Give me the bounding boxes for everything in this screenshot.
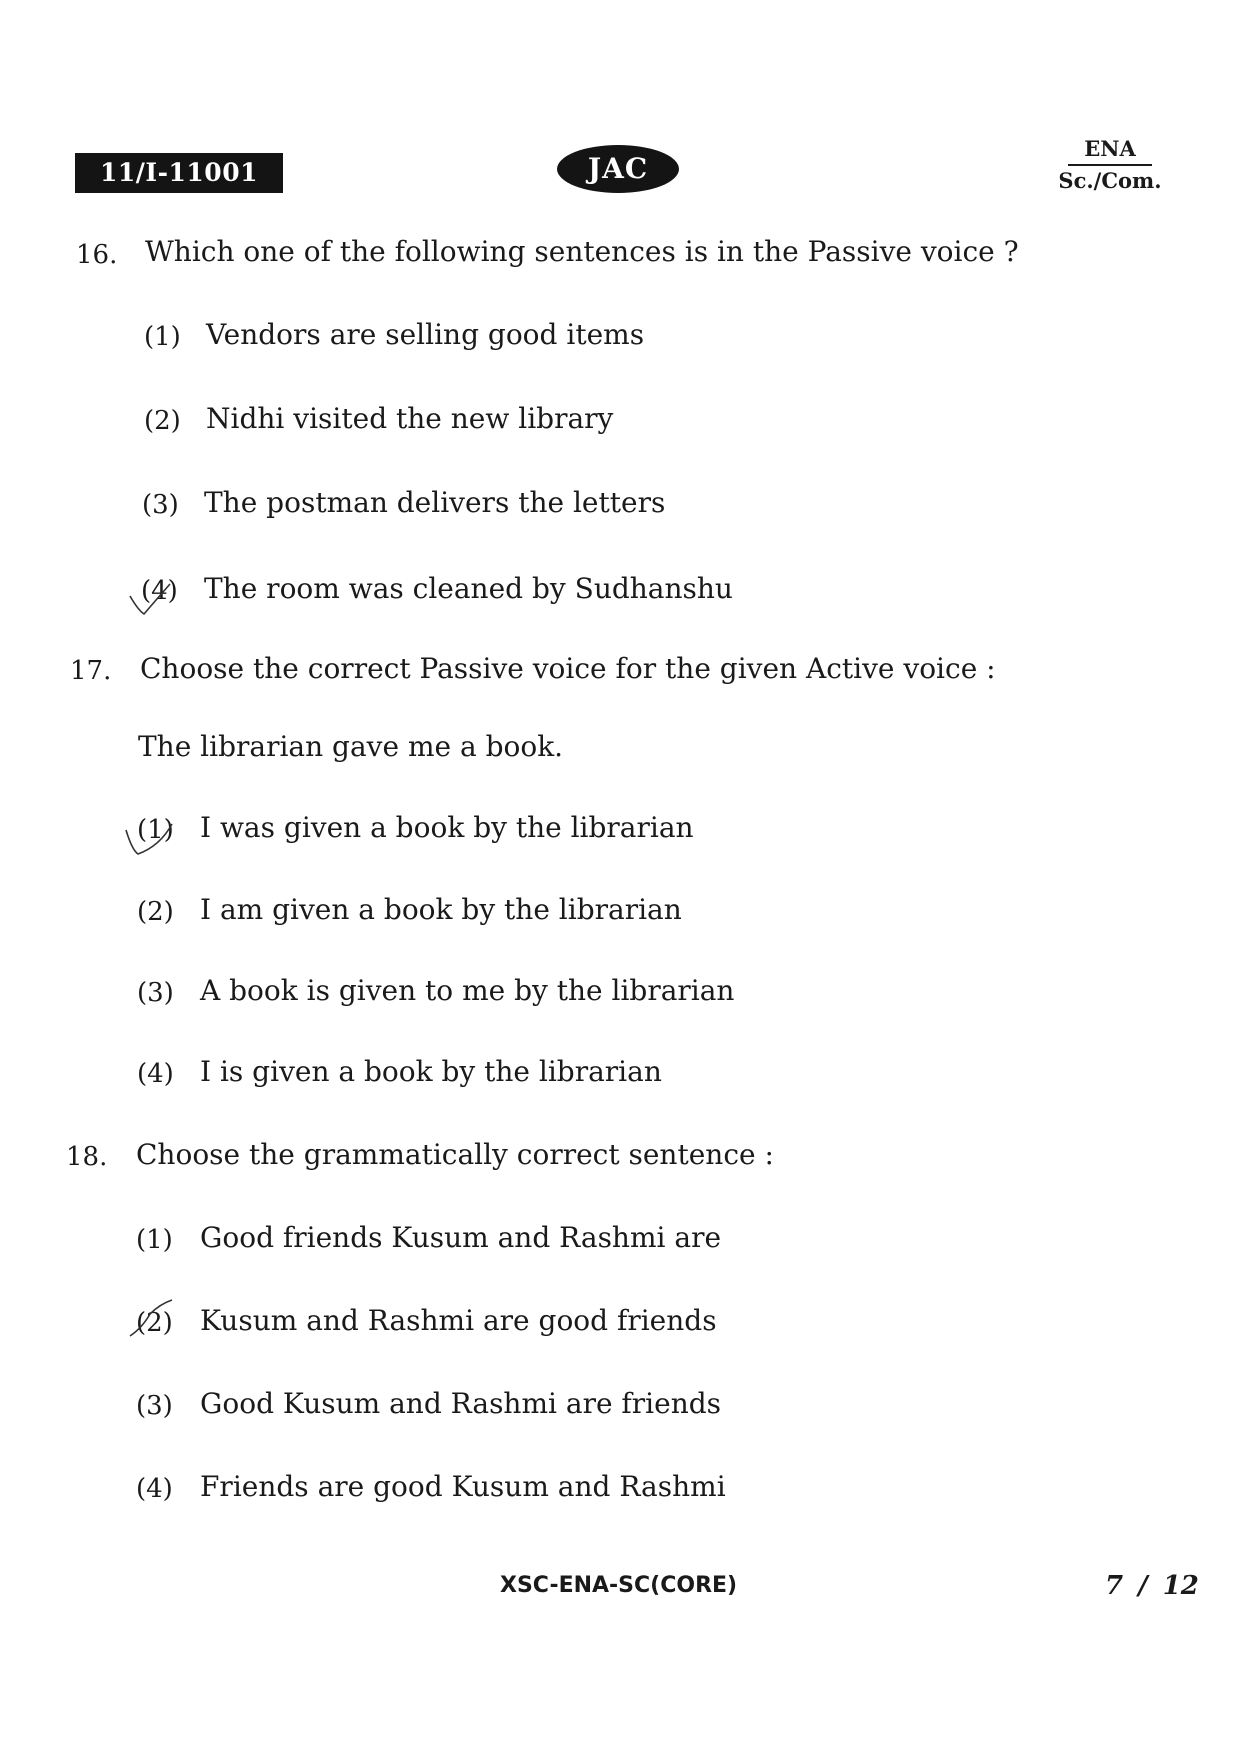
option-number: (3) [136,1391,173,1421]
option-number: (2) [144,406,181,436]
option-text: I am given a book by the librarian [200,893,682,926]
question-number: 17. [70,656,112,686]
option-number: (1) [137,815,174,845]
question-text: Choose the grammatically correct sentence : [136,1138,774,1171]
option-number: (1) [136,1225,173,1255]
option-text: Friends are good Kusum and Rashmi [200,1470,726,1503]
option-number: (4) [141,576,178,606]
stream-label: Sc./Com. [1058,168,1162,193]
option-text: The room was cleaned by Sudhanshu [204,572,733,605]
option-text: I is given a book by the librarian [200,1055,662,1088]
option-text: Vendors are selling good items [206,318,645,351]
option-number: (4) [137,1059,174,1089]
question-number: 16. [76,240,118,270]
paper-code: 11/I-11001 [75,153,283,193]
question-prompt: The librarian gave me a book. [138,730,564,763]
option-number: (3) [142,490,179,520]
option-text: Kusum and Rashmi are good friends [200,1304,717,1337]
question-text: Choose the correct Passive voice for the given Active voice : [140,652,996,685]
question-number: 18. [66,1142,108,1172]
page-number: 7 / 12 [1105,1571,1199,1601]
option-text: A book is given to me by the librarian [200,974,735,1007]
option-text: Good Kusum and Rashmi are friends [200,1387,722,1420]
footer-code: XSC-ENA-SC(CORE) [500,1573,738,1598]
question-text: Which one of the following sentences is in the Passive voice ? [145,235,1019,268]
option-number: (1) [144,322,181,352]
subject-stream [1040,136,1180,194]
option-number: (2) [137,897,174,927]
option-number: (4) [136,1474,173,1504]
subject-code: ENA [1068,136,1152,166]
option-text: Good friends Kusum and Rashmi are [200,1221,722,1254]
handwritten-tick-icon [124,820,174,860]
option-number: (2) [136,1308,173,1338]
handwritten-tick-icon [126,578,176,618]
handwritten-tick-icon [126,1298,176,1338]
option-number: (3) [137,978,174,1008]
option-text: I was given a book by the librarian [200,811,694,844]
option-text: Nidhi visited the new library [206,402,614,435]
board-logo: JAC [557,145,679,193]
option-text: The postman delivers the letters [204,486,666,519]
